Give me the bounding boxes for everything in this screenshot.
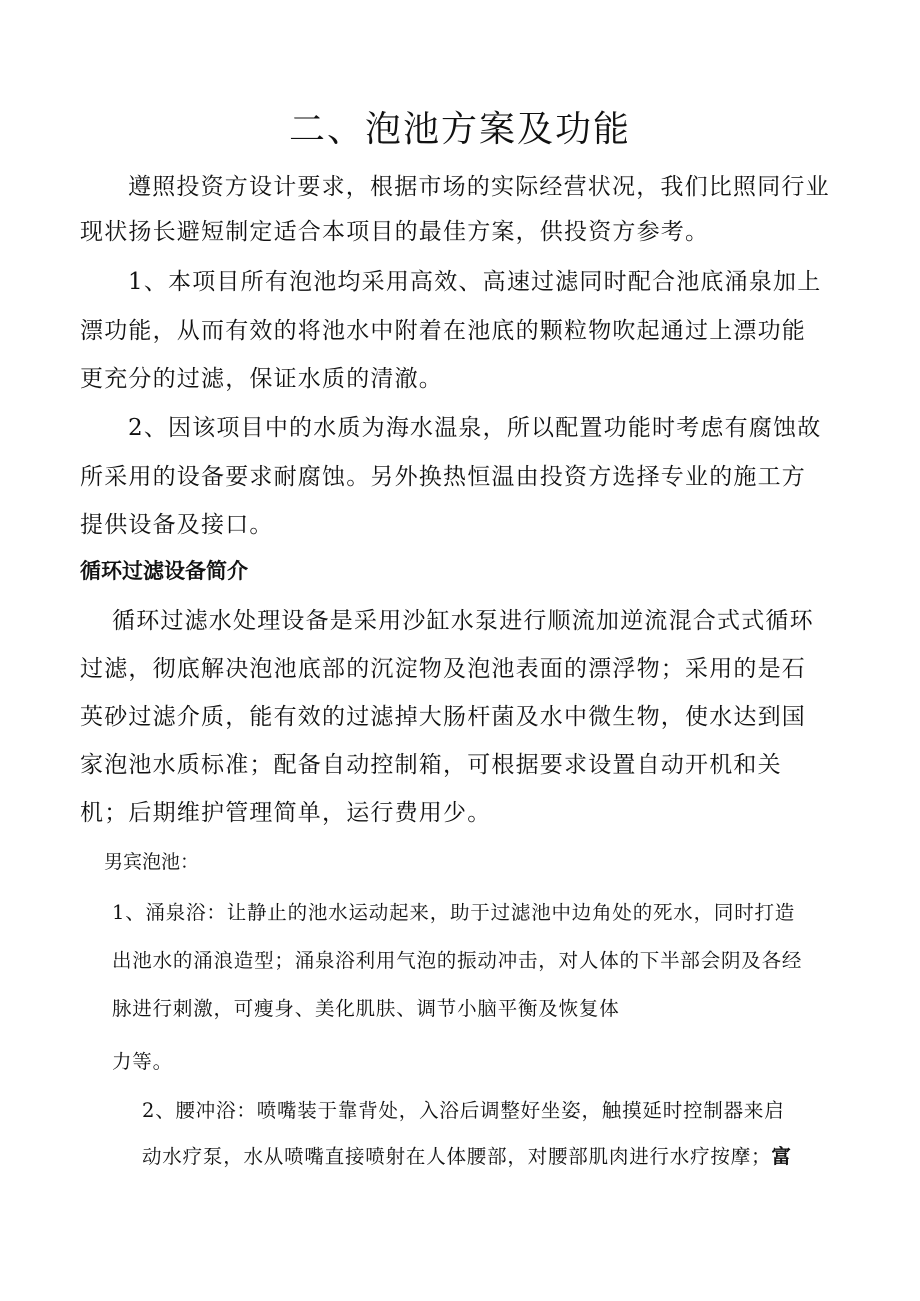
intro-line-2: 现状扬长避短制定适合本项目的最佳方案，供投资方参考。 bbox=[80, 219, 710, 245]
spa1-line-4: 力等。 bbox=[112, 1050, 173, 1073]
filter-desc-line-3: 英砂过滤介质，能有效的过滤掉大肠杆菌及水中微生物，使水达到国 bbox=[80, 704, 806, 730]
item1-line-3: 更充分的过滤，保证水质的清澈。 bbox=[80, 366, 443, 392]
spa2-trailing-bold: 富 bbox=[771, 1145, 792, 1168]
filter-desc-line-2: 过滤，彻底解决泡池底部的沉淀物及泡池表面的漂浮物；采用的是石 bbox=[80, 656, 806, 682]
item1-line-2: 漂功能，从而有效的将池水中附着在池底的颗粒物吹起通过上漂功能 bbox=[80, 318, 806, 344]
spa1-line-3: 脉进行刺激，可瘦身、美化肌肤、调节小脑平衡及恢复体 bbox=[112, 997, 620, 1020]
section-heading: 循环过滤设备简介 bbox=[80, 559, 248, 583]
filter-desc-line-1: 循环过滤水处理设备是采用沙缸水泵进行顺流加逆流混合式式循环 bbox=[112, 608, 814, 634]
spa2-line-2-text: 动水疗泵，水从喷嘴直接喷射在人体腰部，对腰部肌肉进行水疗按摩； bbox=[142, 1145, 772, 1168]
filter-desc-line-4: 家泡池水质标准；配备自动控制箱，可根据要求设置自动开机和关 bbox=[80, 752, 782, 778]
item1-line-1: 1、本项目所有泡池均采用高效、高速过滤同时配合池底涌泉加上 bbox=[128, 269, 822, 295]
spa1-line-1: 1、涌泉浴：让静止的池水运动起来，助于过滤池中边角处的死水，同时打造 bbox=[112, 901, 796, 924]
spa2-line-1: 2、腰冲浴：喷嘴装于靠背处，入浴后调整好坐姿，触摸延时控制器来启 bbox=[142, 1099, 785, 1122]
page-title: 二、泡池方案及功能 bbox=[288, 109, 631, 150]
subheading: 男宾泡池： bbox=[104, 851, 200, 873]
item2-line-2: 所采用的设备要求耐腐蚀。另外换热恒温由投资方选择专业的施工方 bbox=[80, 464, 806, 490]
item2-line-1: 2、因该项目中的水质为海水温泉，所以配置功能时考虑有腐蚀故 bbox=[128, 415, 822, 441]
spa1-line-2: 出池水的涌浪造型；涌泉浴利用气泡的振动冲击，对人体的下半部会阴及各经 bbox=[112, 949, 803, 972]
item2-line-3: 提供设备及接口。 bbox=[80, 512, 274, 538]
spa2-line-2 bbox=[142, 1142, 792, 1172]
intro-line-1: 遵照投资方设计要求，根据市场的实际经营状况，我们比照同行业 bbox=[128, 174, 830, 200]
filter-desc-line-5: 机；后期维护管理简单，运行费用少。 bbox=[80, 800, 492, 826]
